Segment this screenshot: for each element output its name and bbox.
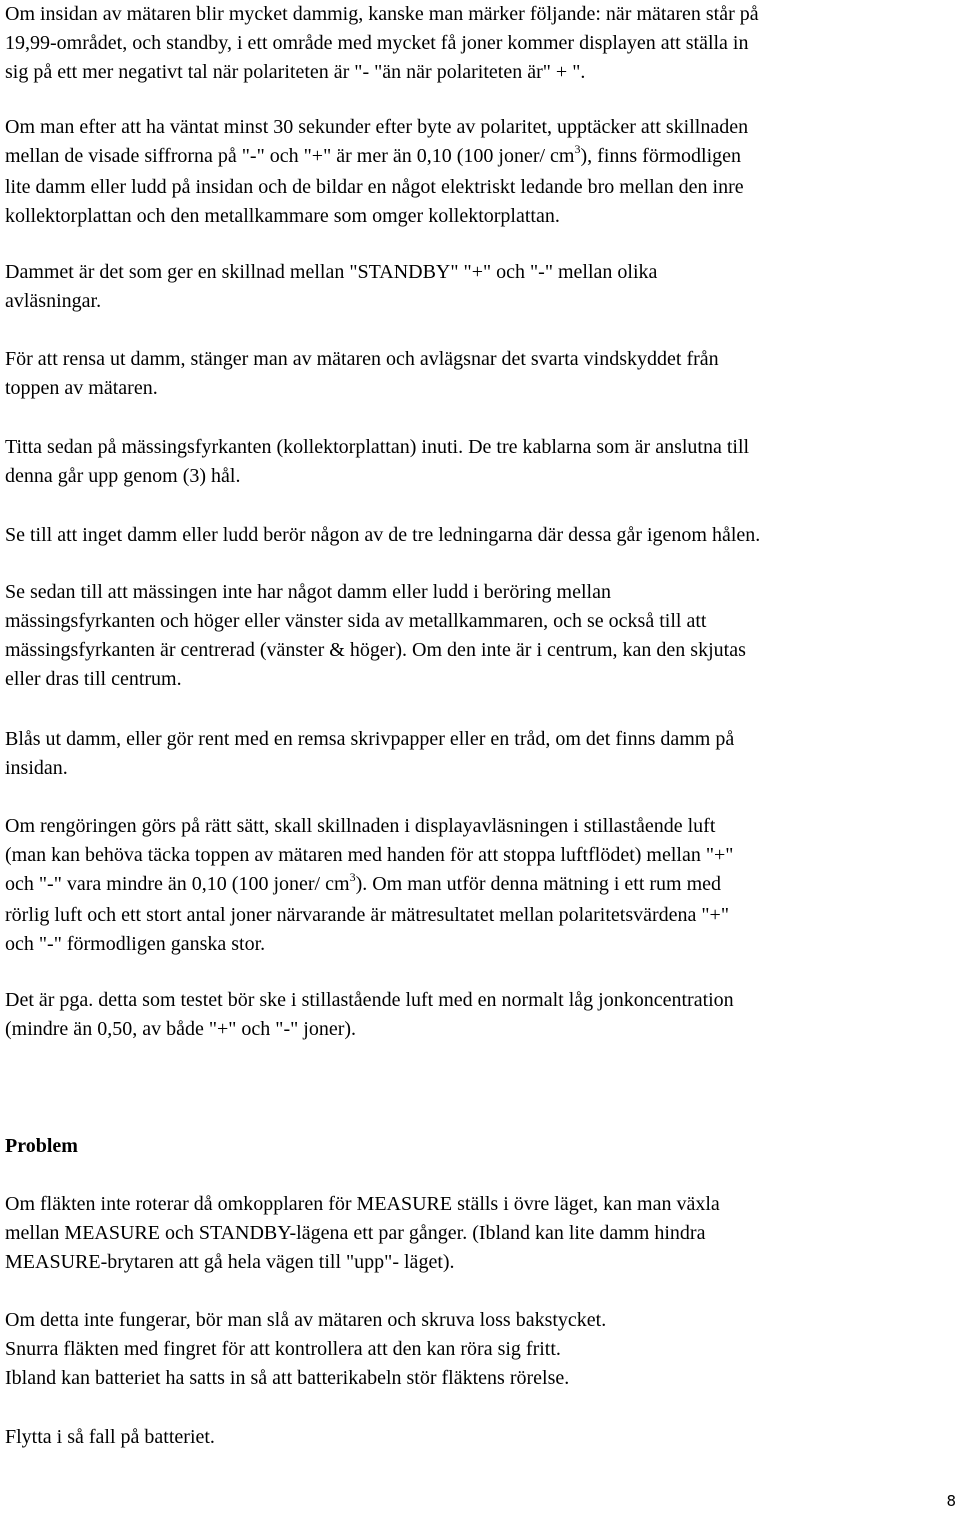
- paragraph-dust-effect: [5, 0, 759, 87]
- paragraph-difference-check: [5, 113, 748, 231]
- text-line: [5, 870, 733, 901]
- text-line: Blås ut damm, eller gör rent med en remsa skrivpapper eller en tråd, om det finns damm på: [5, 728, 735, 750]
- superscript: 3: [574, 142, 581, 156]
- text-line: och "-" förmodligen ganska stor.: [5, 933, 266, 955]
- paragraph-fan-check: [5, 1306, 606, 1393]
- text-line: För att rensa ut damm, stänger man av mätaren och avlägsnar det svarta vindskyddet från: [5, 348, 719, 370]
- text-line: 19,99-området, och standby, i ett område med mycket få joner kommer displayen att ställa in: [5, 32, 749, 54]
- text-line: (mindre än 0,50, av både "+" och "-" joner).: [5, 1018, 357, 1040]
- text-line: mässingsfyrkanten och höger eller vänster sida av metallkammaren, och se också till att: [5, 610, 707, 632]
- text-line: Det är pga. detta som testet bör ske i stillastående luft med en normalt låg jonkoncentration: [5, 989, 734, 1011]
- text-line: Ibland kan batteriet ha satts in så att batterikabeln stör fläktens rörelse.: [5, 1367, 570, 1389]
- text-line: MEASURE-brytaren att gå hela vägen till "upp"- läget).: [5, 1251, 455, 1273]
- text-fragment: mellan de visade siffrorna på "-" och "+" är mer än 0,10 (100 joner/ cm: [5, 145, 575, 167]
- text-line: denna går upp genom (3) hål.: [5, 465, 241, 487]
- paragraph-collector-plate: [5, 433, 749, 491]
- paragraph-centering: [5, 578, 746, 694]
- text-line: Om man efter att ha väntat minst 30 sekunder efter byte av polaritet, upptäcker att skillnaden: [5, 116, 749, 138]
- text-fragment: ). Om man utför denna mätning i ett rum med: [355, 873, 722, 895]
- paragraph-standby-difference: [5, 258, 657, 316]
- paragraph-move-battery: [5, 1423, 215, 1452]
- text-line: Flytta i så fall på batteriet.: [5, 1426, 215, 1448]
- text-line: Om insidan av mätaren blir mycket dammig, kanske man märker följande: när mätaren står på: [5, 3, 759, 25]
- text-line: Se till att inget damm eller ludd berör någon av de tre ledningarna där dessa går igenom hålen.: [5, 524, 761, 546]
- paragraph-cleaning-result: [5, 812, 733, 959]
- text-line: sig på ett mer negativt tal när polariteten är "- "än när polariteten är" + ".: [5, 61, 586, 83]
- text-line: Om detta inte fungerar, bör man slå av mätaren och skruva loss bakstycket.: [5, 1309, 607, 1331]
- text-line: [5, 142, 748, 173]
- paragraph-still-air: [5, 986, 734, 1044]
- text-line: mellan MEASURE och STANDBY-lägena ett par gånger. (Ibland kan lite damm hindra: [5, 1222, 706, 1244]
- text-fragment: ), finns förmodligen: [580, 145, 742, 167]
- section-heading: Problem: [5, 1135, 78, 1157]
- paragraph-blow-out-dust: [5, 725, 734, 783]
- text-line: kollektorplattan och den metallkammare som omger kollektorplattan.: [5, 205, 560, 227]
- text-line: Om rengöringen görs på rätt sätt, skall skillnaden i displayavläsningen i stillastående luft: [5, 815, 716, 837]
- text-line: insidan.: [5, 757, 68, 779]
- text-line: (man kan behöva täcka toppen av mätaren med handen för att stoppa luftflödet) mellan "+": [5, 844, 734, 866]
- text-fragment: och "-" vara mindre än 0,10 (100 joner/ cm: [5, 873, 350, 895]
- text-line: lite damm eller ludd på insidan och de bildar en något elektriskt ledande bro mellan den inre: [5, 176, 744, 198]
- text-line: Se sedan till att mässingen inte har något damm eller ludd i beröring mellan: [5, 581, 611, 603]
- text-line: toppen av mätaren.: [5, 377, 158, 399]
- text-line: Titta sedan på mässingsfyrkanten (kollektorplattan) inuti. De tre kablarna som är anslutna till: [5, 436, 750, 458]
- paragraph-remove-windshield: [5, 345, 719, 403]
- page-number: 8: [946, 1492, 956, 1510]
- paragraph-fan-switch: [5, 1190, 720, 1277]
- text-line: rörlig luft och ett stort antal joner närvarande är mätresultatet mellan polaritetsvärdena "+": [5, 904, 729, 926]
- text-line: mässingsfyrkanten är centrerad (vänster & höger). Om den inte är i centrum, kan den skjutas: [5, 639, 746, 661]
- text-line: avläsningar.: [5, 290, 102, 312]
- text-line: Dammet är det som ger en skillnad mellan "STANDBY" "+" och "-" mellan olika: [5, 261, 658, 283]
- text-line: Snurra fläkten med fingret för att kontrollera att den kan röra sig fritt.: [5, 1338, 561, 1360]
- text-line: eller dras till centrum.: [5, 668, 182, 690]
- paragraph-wires: [5, 521, 760, 550]
- text-line: Om fläkten inte roterar då omkopplaren för MEASURE ställs i övre läget, kan man växla: [5, 1193, 720, 1215]
- superscript: 3: [349, 870, 356, 884]
